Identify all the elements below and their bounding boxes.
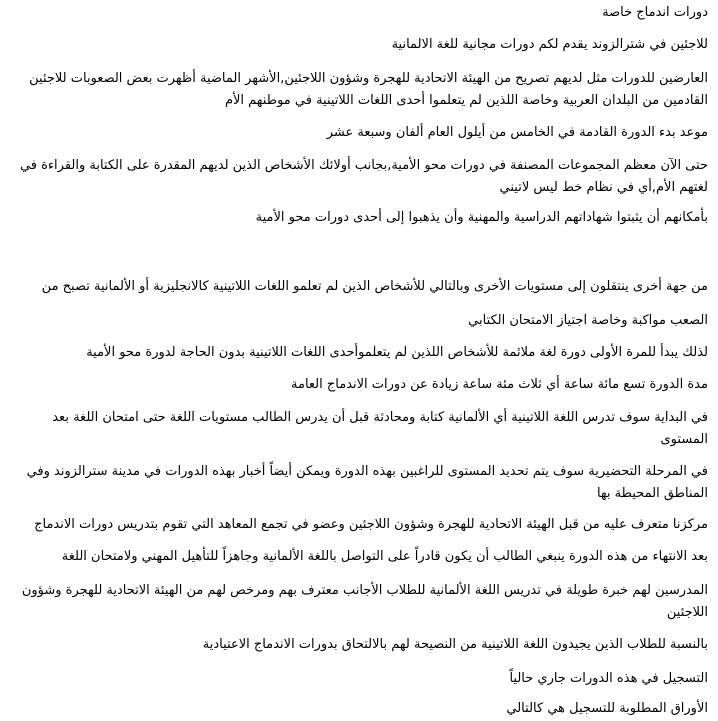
paragraph-documents: الأوراق المطلوبة للتسجيل هي كالتالي [506,701,708,716]
paragraph-certificates: بأمكانهم أن يثبتوا شهاداتهم الدراسية والمهنية وأن يذهبوا إلى أحدى دورات محو الأمية [255,210,708,225]
paragraph-teachers: المدرسين لهم خبرة طويلة في تدريس اللغة الألمانية للطلاب الأجانب معترف بهم ومرخص لهم من الهيئة الاتحادية للهجرة وشؤون اللاجئين [21,583,708,620]
paragraph-beginning: في البداية سوف تدرس اللغة اللاتينية أي الألمانية كتابة ومحادثة قبل أن يدرس الطالب مستويات اللغة حتى امتحان اللغة بعد المستوى [52,410,708,447]
paragraph-registration: التسجيل في هذه الدورات جاري حالياً [509,671,708,686]
paragraph-advice: بالنسبة للطلاب الذين يجيدون اللغة اللاتينية من النصيحة لهم بالالتحاق بدورات الاندماج الاعتيادية [202,637,708,652]
paragraph-intro: للاجئين في شترالزوند يقدم لكم دورات مجانية للغة الالمانية [391,37,708,52]
paragraph-groups: حتى الآن معظم المجموعات المصنفة في دورات محو الأمية,بجانب أولائك الأشخاص الذين لديهم المقدرة على الكتابة والقراءة في لغتهم الأم,أي في نظام خط ليس لاتيني [19,158,708,195]
paragraph-center: مركزنا متعرف عليه من قبل الهيئة الاتحادية للهجرة وشؤون اللاجئين وعضو في تجمع المعاهد التي تقوم بتدريس دورات الاندماج [34,517,708,532]
paragraph-providers: العارضين للدورات مثل لديهم تصريح من الهيئة الاتحادية للهجرة وشؤون اللاجئين,الأشهر الماضية أظهرت بعض الصعوبات للاجئين القادمين من البلدان العربية وخاصة اللذين لم يتعلموا أحدى اللغات اللاتينية في موطنهم الأم [29,71,708,108]
paragraph-difficulty: الصعب مواكبة وخاصة اجتياز الامتحان الكتابي [468,313,708,328]
paragraph-duration: مدة الدورة تسع مائة ساعة أي ثلاث مئة ساعة زيادة عن دورات الاندماج العامة [291,377,708,392]
paragraph-new-course: لذلك يبدأ للمرة الأولى دورة لغة ملائمة للأشخاص اللذين لم يتعلموأحدى اللغات اللاتينية بدون الحاجة لدورة محو الأمية [86,345,708,360]
paragraph-start-date: موعد بدء الدورة القادمة في الخامس من أيلول العام ألفان وسبعة عشر [326,125,708,140]
document-title: دورات اندماج خاصة [602,5,708,20]
paragraph-preparation: في المرحلة التحضيرية سوف يتم تحديد المستوى للراغبين بهذه الدورة ويمكن أيضاً أخبار بهذه الدورات في مدينة سترالزوند وفي المناطق المحيطة بها [26,464,708,501]
paragraph-outcome: بعد الانتهاء من هذه الدورة ينبغي الطالب أن يكون قادراً على التواصل باللغة الألمانية وجاهزاً للتأهيل المهني ولامتحان اللغة [61,549,708,564]
paragraph-levels: من جهة أخرى ينتقلون إلى مستويات الأخرى وبالتالي للأشخاص الذين لم تعلمو اللغات اللاتينية كالانجليزية أو الألمانية تصبح من [41,279,708,294]
